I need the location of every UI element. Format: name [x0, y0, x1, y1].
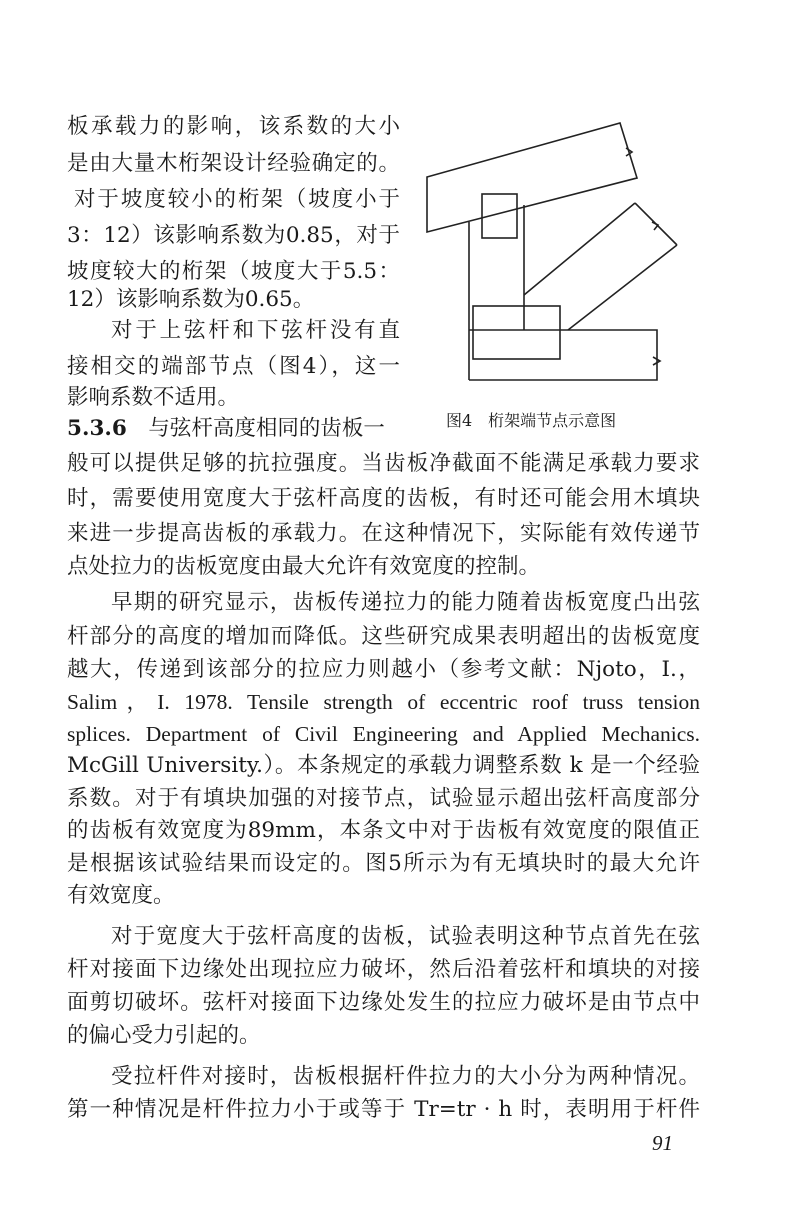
text-line: 来进一步提高齿板的承载力。在这种情况下，实际能有效传递节: [67, 521, 700, 546]
text-line: 对于坡度较小的桁架（坡度小于: [74, 187, 400, 212]
top-chord: [427, 123, 637, 232]
section-line: [67, 415, 400, 443]
text-line: 板承载力的影响，该系数的大小: [67, 114, 400, 139]
figure-caption: 图4 桁架端节点示意图: [446, 411, 617, 430]
heel-plate: [473, 306, 560, 359]
text-line: 早期的研究显示，齿板传递拉力的能力随着齿板宽度凸出弦: [111, 590, 700, 615]
text-line: 3：12）该影响系数为0.85，对于: [67, 223, 400, 248]
text-line: 的偏心受力引起的。: [67, 1023, 261, 1048]
text-line: McGill University.）。本条规定的承载力调整系数 k 是一个经验: [67, 753, 700, 778]
text-line: Salim，I. 1978. Tensile strength of eccentric roof truss tension: [67, 690, 700, 714]
text-line: 越大，传递到该部分的拉应力则越小（参考文献：Njoto，I.，: [67, 657, 700, 682]
text-line: 有效宽度。: [67, 883, 175, 908]
bottom-chord: [469, 330, 657, 380]
text-line: 杆部分的高度的增加而降低。这些研究成果表明超出的齿板宽度: [67, 624, 700, 649]
text-line: 坡度较大的桁架（坡度大于5.5：: [67, 259, 400, 284]
section-number: 5.3.6: [67, 416, 127, 441]
section-text: 与弦杆高度相同的齿板一: [148, 416, 385, 441]
web-upper: [524, 203, 635, 295]
text-line: 受拉杆件对接时，齿板根据杆件拉力的大小分为两种情况。: [111, 1064, 700, 1089]
text-line: 是根据该试验结果而设定的。图5所示为有无填块时的最大允许: [67, 851, 700, 876]
text-line: 系数。对于有填块加强的对接节点，试验显示超出弦杆高度部分: [67, 786, 700, 811]
text-line: 的齿板有效宽度为89mm，本条文中对于齿板有效宽度的限值正: [67, 818, 700, 843]
text-line: 对于宽度大于弦杆高度的齿板，试验表明这种节点首先在弦: [111, 924, 700, 949]
text-line: 第一种情况是杆件拉力小于或等于 Tr=tr · h 时，表明用于杆件: [67, 1097, 700, 1122]
page-number: 91: [652, 1131, 673, 1155]
text-line: 影响系数不适用。: [67, 385, 240, 410]
text-line: 时，需要使用宽度大于弦杆高度的齿板，有时还可能会用木填块: [67, 486, 700, 511]
text-line: 接相交的端部节点（图4），这一: [67, 354, 400, 379]
text-line: splices. Department of Civil Engineering and Applied Mechanics.: [67, 722, 700, 746]
text-line: 对于上弦杆和下弦杆没有直: [111, 318, 400, 343]
web-lower: [568, 245, 677, 330]
break-mark: [652, 222, 658, 230]
text-line: 般可以提供足够的抗拉强度。当齿板净截面不能满足承载力要求: [67, 451, 700, 476]
text-line: 12）该影响系数为0.65。: [67, 287, 315, 312]
text-line: 是由大量木桁架设计经验确定的。: [67, 151, 400, 176]
text-line: 面剪切破坏。弦杆对接面下边缘处发生的拉应力破坏是由节点中: [67, 990, 700, 1015]
text-line: 杆对接面下边缘处出现拉应力破坏，然后沿着弦杆和填块的对接: [67, 957, 700, 982]
text-line: 点处拉力的齿板宽度由最大允许有效宽度的控制。: [67, 554, 541, 579]
